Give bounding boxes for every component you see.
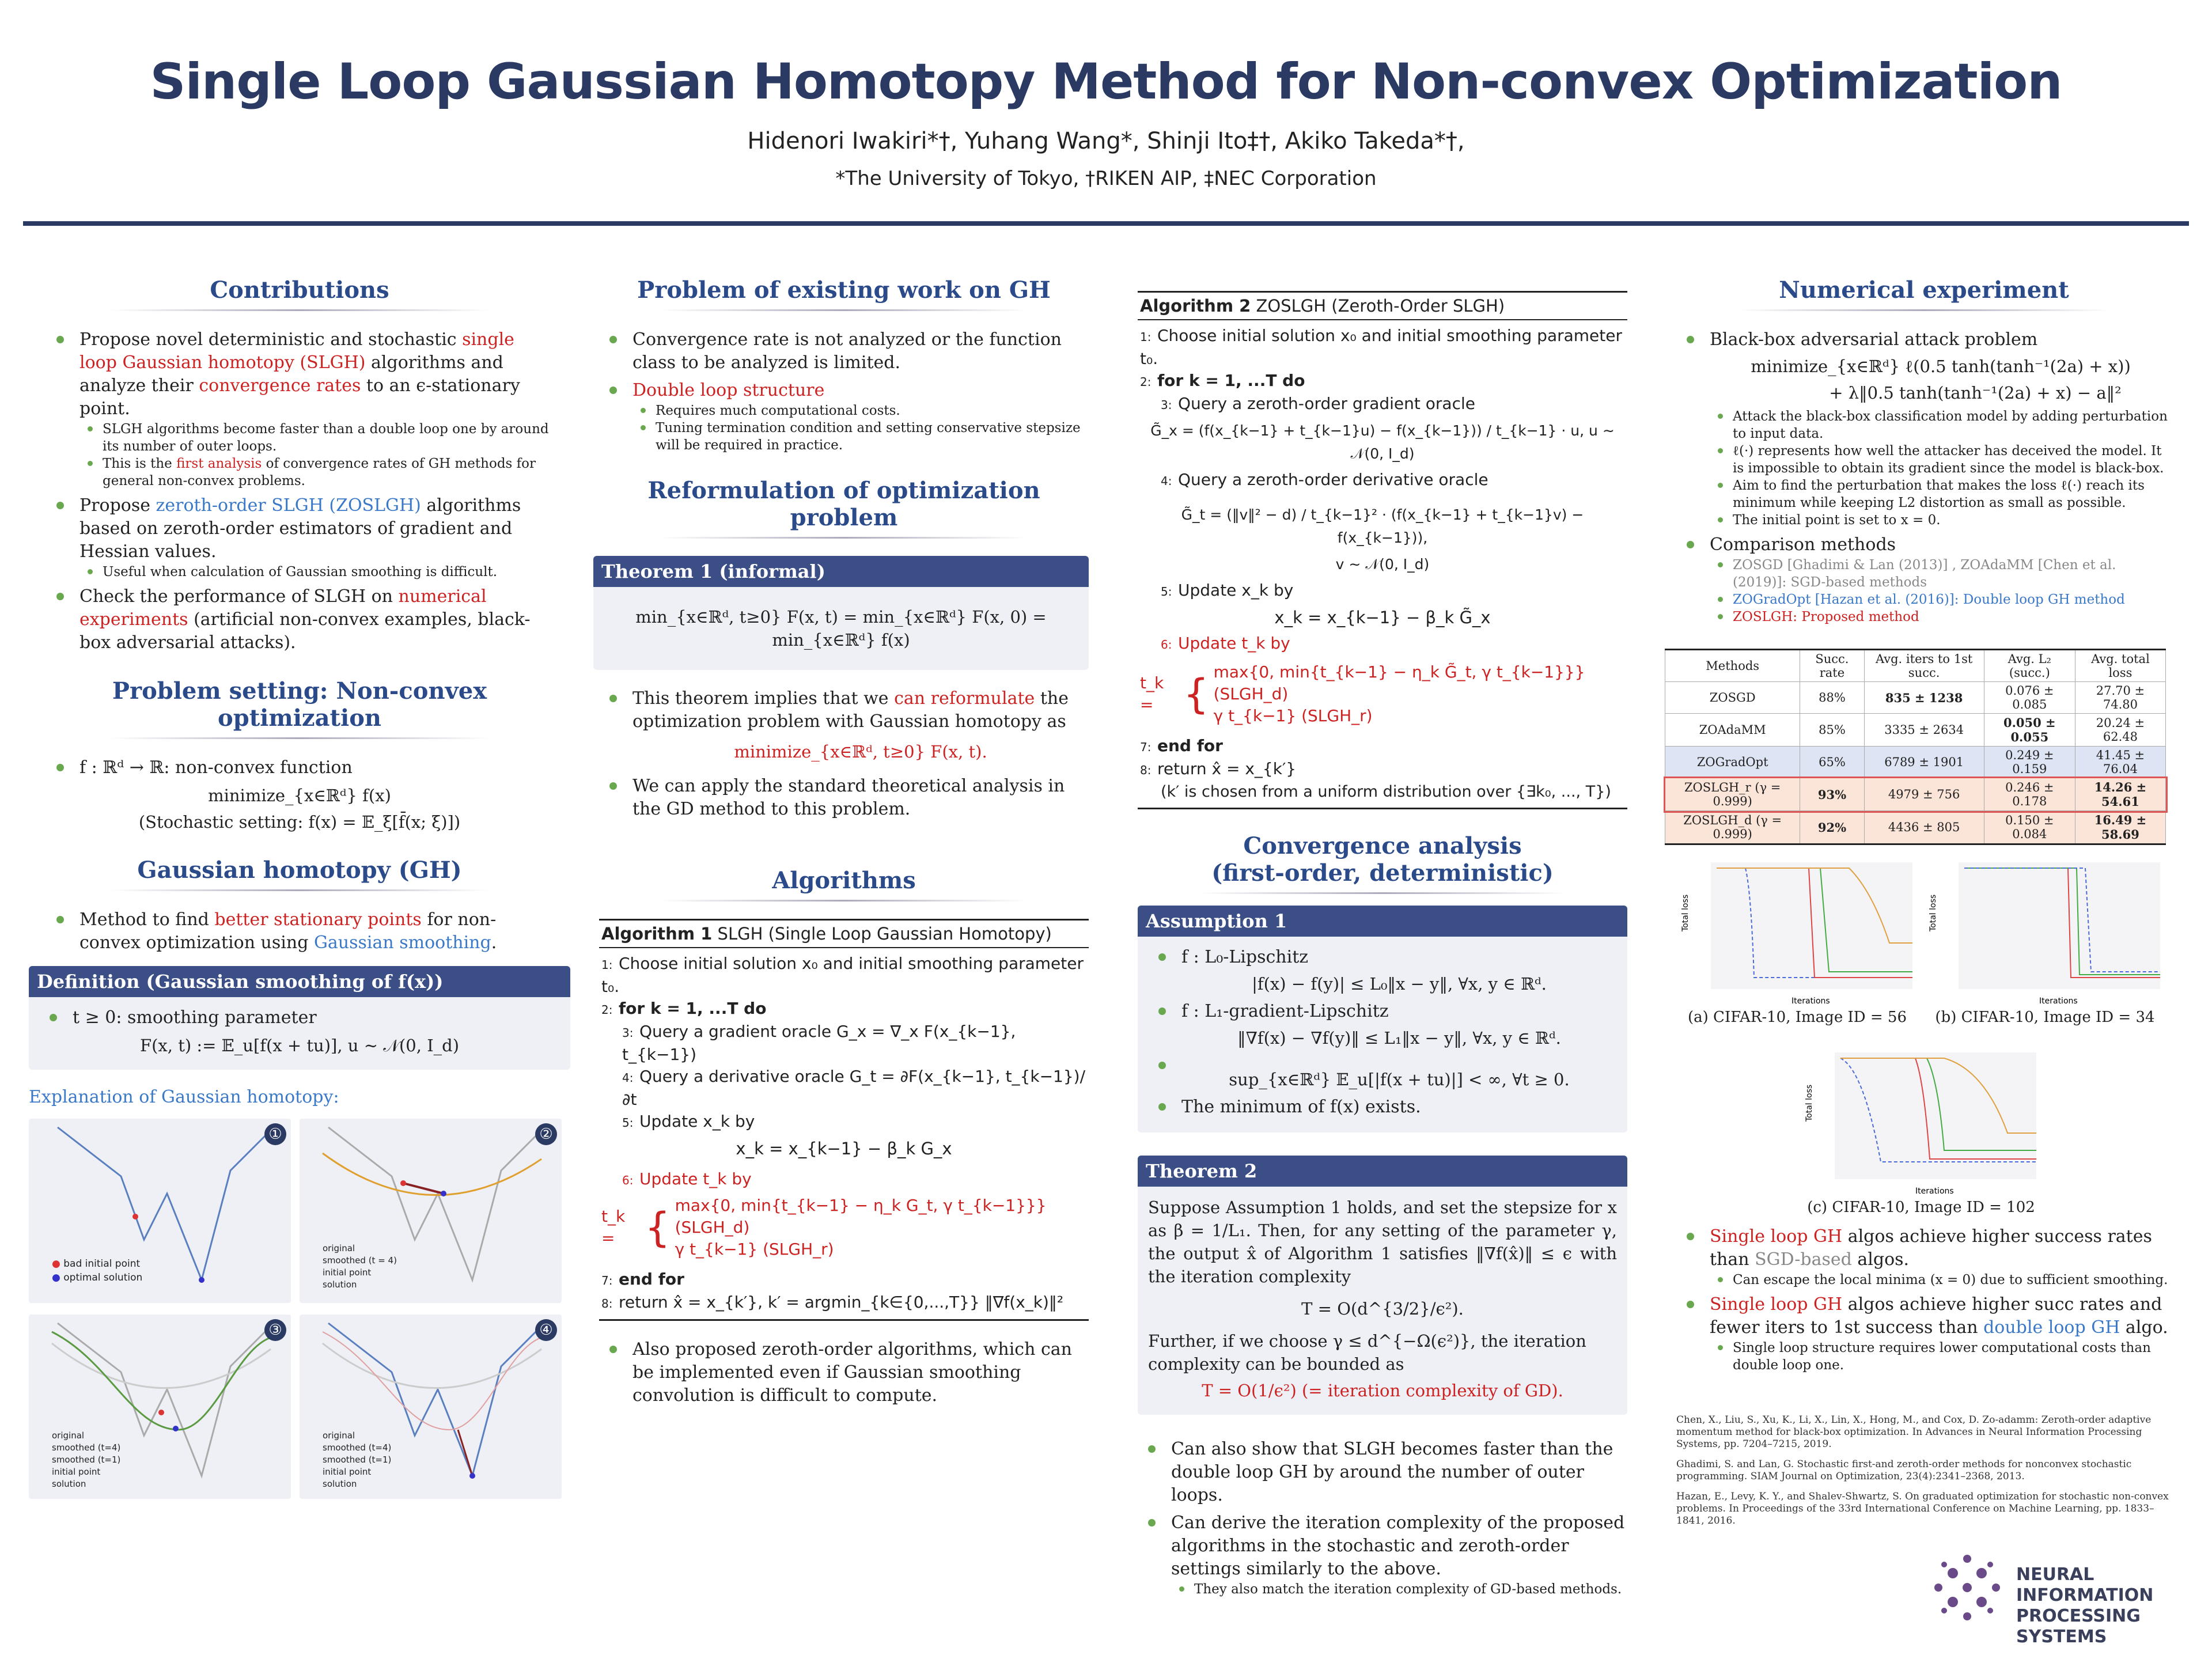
definition-equation: F(x, t) := 𝔼_u[f(x + tu)], u ∼ 𝒩(0, I_d) xyxy=(139,1036,460,1055)
text: This is the xyxy=(103,456,177,471)
alg-line: return x̂ = x_{k′} xyxy=(1157,759,1297,778)
alg-line: for k = 1, ...T do xyxy=(1157,371,1305,390)
table-cell: 0.246 ± 0.178 xyxy=(1984,778,2075,811)
table-cell: 41.45 ± 76.04 xyxy=(2075,747,2165,778)
table-cell: 92% xyxy=(1800,811,1864,844)
sub-item: Aim to find the perturbation that makes the loss ℓ(·) reach its minimum while keeping L2 distortion as small as possible. xyxy=(1710,477,2172,512)
table-cell: 88% xyxy=(1800,682,1864,714)
result-item xyxy=(1676,1293,2172,1374)
tk-case: max{0, min{t_{k−1} − η_k G_t, γ t_{k−1}}} xyxy=(675,1196,1047,1215)
assumption-equation: |f(x) − f(y)| ≤ L₀‖x − y‖, ∀x, y ∈ ℝᵈ. xyxy=(1252,974,1547,994)
table-cell: 835 ± 1238 xyxy=(1864,682,1984,714)
reference: Ghadimi, S. and Lan, G. Stochastic first-and zeroth-order methods for nonconvex stochastic programming. SIAM Journal on Optimization, 23(4):2341–2368, 2013. xyxy=(1676,1459,2132,1482)
reformulated-equation: minimize_{x∈ℝᵈ, t≥0} F(x, t). xyxy=(734,742,987,762)
caption-a: (a) CIFAR-10, Image ID = 56 xyxy=(1688,1009,1907,1026)
legend-item: smoothed (t=1) xyxy=(52,1455,121,1465)
table-cell: ZOSGD xyxy=(1665,682,1800,714)
algorithm-name: SLGH (Single Loop Gaussian Homotopy) xyxy=(712,924,1052,944)
logo-text: NEURAL INFORMATION xyxy=(2016,1565,2154,1605)
theorem-2-equation: T = O(d^{3/2}/ϵ²). xyxy=(1301,1299,1464,1319)
convergence-note xyxy=(1138,1512,1627,1598)
problem-item: Convergence rate is not analyzed or the function class to be analyzed is limited. xyxy=(599,328,1089,374)
panel-badge: ④ xyxy=(535,1319,557,1341)
alg-line: Query a gradient oracle G_x = ∇_x F(x_{k−1}, t_{k−1}) xyxy=(622,1022,1016,1064)
legend-item: smoothed (t=1) xyxy=(323,1455,392,1465)
sub-item: ZOSLGH: Proposed method xyxy=(1710,608,2172,626)
loss-curve-b xyxy=(1924,857,2166,1006)
reference: Hazan, E., Levy, K. Y., and Shalev-Shwartz, S. On graduated optimization for stochastic non-convex problems. In Proceedings of the 33rd International Conference on Machine Learning, pp. 1833–1841, 2016. xyxy=(1676,1491,2169,1527)
tk-case-name: (SLGH_r) xyxy=(763,1240,834,1259)
tk-case: γ t_{k−1} xyxy=(1213,706,1297,725)
text: Double loop structure xyxy=(632,380,825,400)
text: for non-convex optimization using xyxy=(79,910,497,953)
table-header: Methods xyxy=(1665,650,1800,682)
text: Black-box adversarial attack problem xyxy=(1710,329,2038,350)
theorem-1-equation: min_{x∈ℝᵈ, t≥0} F(x, t) = min_{x∈ℝᵈ} F(x, 0) = min_{x∈ℝᵈ} f(x) xyxy=(635,607,1047,650)
alg-line: end for xyxy=(619,1270,684,1289)
theorem-2-title: Theorem 2 xyxy=(1138,1156,1627,1187)
gh-explanation-figures xyxy=(29,1119,570,1522)
assumption-item xyxy=(1148,946,1617,995)
definition-box xyxy=(29,966,570,1070)
table-cell: 14.26 ± 54.61 xyxy=(2075,778,2165,811)
text: algos. xyxy=(1851,1249,1910,1270)
numerical-title: Numerical experiment xyxy=(1676,276,2172,311)
header-rule xyxy=(23,221,2189,226)
sub-item: Tuning termination condition and setting conservative stepsize will be required in practice. xyxy=(632,419,1089,454)
text: algo. xyxy=(2120,1317,2168,1338)
neurips-logo-icon xyxy=(1918,1539,2016,1637)
text: algorithms based on zeroth-order estimators of gradient and Hessian values. xyxy=(79,495,521,562)
experiment-item xyxy=(1676,328,2172,529)
table-cell: 85% xyxy=(1800,714,1864,747)
table-cell: 20.24 ± 62.48 xyxy=(2075,714,2165,747)
assumption-equation: ‖∇f(x) − ∇f(y)‖ ≤ L₁‖x − y‖, ∀x, y ∈ ℝᵈ. xyxy=(1237,1028,1561,1048)
legend-item: smoothed (t=4) xyxy=(52,1442,121,1453)
explanation-label: Explanation of Gaussian homotopy: xyxy=(29,1087,339,1107)
assumption-1-box xyxy=(1138,906,1627,1132)
table-cell: 0.249 ± 0.159 xyxy=(1984,747,2075,778)
reformulation-item xyxy=(599,687,1089,763)
table-header: Succ. rate xyxy=(1800,650,1864,682)
convergence-title xyxy=(1138,832,1627,894)
legend-item: initial point xyxy=(323,1467,372,1477)
theorem-2-text: Further, if we choose γ ≤ d^{−Ω(ϵ²)}, the iteration complexity can be bounded as xyxy=(1148,1331,1586,1374)
theorem-1-title: Theorem 1 (informal) xyxy=(593,556,1089,587)
table-row xyxy=(1665,778,2166,811)
loss-plots xyxy=(1676,857,2172,1260)
table-cell: 16.49 ± 58.69 xyxy=(2075,811,2165,844)
attack-equation: + λ‖0.5 tanh(tanh⁻¹(2a) + x) − a‖² xyxy=(1829,383,2122,403)
alg-equation: x_k = x_{k−1} − β_k G̃_x xyxy=(1274,608,1491,627)
alg-line: Choose initial solution x₀ and initial smoothing parameter t₀. xyxy=(601,954,1084,996)
contributions-title: Contributions xyxy=(46,276,553,311)
text: can reformulate xyxy=(894,688,1035,709)
logo-text: PROCESSING SYSTEMS xyxy=(2016,1606,2141,1647)
table-header: Avg. L₂ (succ.) xyxy=(1984,650,2075,682)
legend-item: smoothed (t = 4) xyxy=(323,1255,397,1266)
table-cell: 93% xyxy=(1800,778,1864,811)
assumption-item: The minimum of f(x) exists. xyxy=(1148,1096,1617,1119)
algorithm-label: Algorithm 1 xyxy=(601,924,713,944)
table-cell: 27.70 ± 74.80 xyxy=(2075,682,2165,714)
caption-b: (b) CIFAR-10, Image ID = 34 xyxy=(1935,1009,2155,1026)
text: f : L₀-Lipschitz xyxy=(1181,947,1309,967)
legend-item: solution xyxy=(52,1479,86,1489)
legend-item: initial point xyxy=(323,1267,372,1278)
contributions-list xyxy=(46,328,553,654)
table-row xyxy=(1665,714,2166,747)
alg-line: return x̂ = x_{k′}, k′ = argmin_{k∈{0,...,T}} ‖∇f(x_k)‖² xyxy=(619,1293,1064,1312)
text: Propose novel deterministic and stochastic xyxy=(79,329,463,350)
table-cell: ZOSLGH_r (γ = 0.999) xyxy=(1665,778,1800,811)
sub-item: ZOSGD [Ghadimi & Lan (2013)] , ZOAdaMM [Chen et al. (2019)]: SGD-based methods xyxy=(1710,556,2172,591)
text: SGD-based xyxy=(1755,1249,1852,1270)
theorem-2-text: Suppose Assumption 1 holds, and set the stepsize for x as β = 1/L₁. Then, for any setting of the parameter γ, the output x̂ of Algorithm 1 satisfies ‖∇f(x̂)‖ ≤ ϵ with the iteration complexity xyxy=(1148,1198,1617,1286)
contribution-1 xyxy=(46,328,553,490)
convergence-note: Can also show that SLGH becomes faster than the double loop GH by around the number of outer loops. xyxy=(1138,1438,1627,1507)
table-cell: 65% xyxy=(1800,747,1864,778)
problem-equation: minimize_{x∈ℝᵈ} f(x) xyxy=(208,786,391,805)
alg-line: end for xyxy=(1157,736,1223,755)
reformulation-item: We can apply the standard theoretical analysis in the GD method to this problem. xyxy=(599,775,1089,821)
tk-case-name: (SLGH_r) xyxy=(1301,706,1373,725)
sub-item: Can escape the local minima (x = 0) due to sufficient smoothing. xyxy=(1710,1271,2172,1289)
x-axis-label: Iterations xyxy=(2039,997,2078,1006)
reference: Chen, X., Liu, S., Xu, K., Li, X., Lin, X., Hong, M., and Cox, D. Zo-adamm: Zeroth-order adaptive momentum method for black-box optimization. In Advances in Neural Information Processing Systems, pp. 7204–7215, 2019. xyxy=(1676,1414,2152,1450)
gh-title: Gaussian homotopy (GH) xyxy=(46,857,553,891)
algorithm-label: Algorithm 2 xyxy=(1140,296,1251,316)
theorem-2-note: (= iteration complexity of GD). xyxy=(1296,1381,1563,1400)
panel-4 xyxy=(300,1315,562,1499)
loss-curve-a xyxy=(1676,857,1918,1006)
alg-line: Query a zeroth-order derivative oracle xyxy=(1178,470,1488,489)
sub-item xyxy=(79,455,553,490)
panel-3 xyxy=(29,1315,291,1499)
legend-item: bad initial point xyxy=(63,1258,141,1270)
tk-case-name: (SLGH_d) xyxy=(1213,684,1289,703)
table-cell: 4436 ± 805 xyxy=(1864,811,1984,844)
problem-setting-title: Problem setting: Non-convex optimization xyxy=(46,677,553,739)
legend-item: original xyxy=(323,1243,355,1253)
y-axis-label: Total loss xyxy=(1929,894,1938,931)
poster-title: Single Loop Gaussian Homotopy Method for Non-convex Optimization xyxy=(150,53,2062,111)
text: Can derive the iteration complexity of the proposed algorithms in the stochastic and zeroth-order settings similarly to the above. xyxy=(1171,1513,1625,1579)
column-1 xyxy=(29,253,553,1522)
tk-case-name: (SLGH_d) xyxy=(675,1218,750,1237)
attack-equation: minimize_{x∈ℝᵈ} ℓ(0.5 tanh(tanh⁻¹(2a) + x)) xyxy=(1751,357,2131,376)
text: the optimization problem with Gaussian homotopy as xyxy=(632,688,1069,732)
algorithms-title: Algorithms xyxy=(599,867,1089,902)
tk-label: t_k = xyxy=(601,1207,626,1248)
plot-b xyxy=(1924,857,2166,1026)
stochastic-setting: (Stochastic setting: f(x) = 𝔼_ξ[f̄(x; ξ)]) xyxy=(138,812,461,832)
tk-case: max{0, min{t_{k−1} − η_k G̃_t, γ t_{k−1}}} xyxy=(1213,662,1585,681)
alg-equation: x_k = x_{k−1} − β_k G_x xyxy=(736,1139,952,1158)
problem-existing-title: Problem of existing work on GH xyxy=(599,276,1089,311)
table-cell: 0.050 ± 0.055 xyxy=(1984,714,2075,747)
x-axis-label: Iterations xyxy=(1791,997,1830,1006)
table-cell: ZOAdaMM xyxy=(1665,714,1800,747)
alg-equation: v ∼ 𝒩(0, I_d) xyxy=(1335,556,1430,573)
text: Single loop GH xyxy=(1710,1226,1843,1247)
sub-item: Attack the black-box classification model by adding perturbation to input data. xyxy=(1710,408,2172,442)
panel-badge: ③ xyxy=(264,1319,286,1341)
y-axis-label: Total loss xyxy=(1681,894,1690,931)
alg-line: Choose initial solution x₀ and initial smoothing parameter t₀. xyxy=(1140,326,1622,368)
theorem-2-box xyxy=(1138,1156,1627,1415)
affiliations: *The University of Tokyo, †RIKEN AIP, ‡NEC Corporation xyxy=(835,167,1377,190)
table-header: Avg. total loss xyxy=(2075,650,2165,682)
zeroth-order-note: Also proposed zeroth-order algorithms, which can be implemented even if Gaussian smoothing convolution is difficult to compute. xyxy=(599,1338,1089,1407)
text: zeroth-order SLGH (ZOSLGH) xyxy=(156,495,421,516)
theorem-1-box xyxy=(593,556,1089,670)
text: Propose xyxy=(79,495,156,516)
panel-badge: ① xyxy=(264,1123,286,1145)
panel-1: ① ● bad initial point ● optimal solution xyxy=(29,1119,291,1303)
assumption-item xyxy=(1148,1054,1617,1091)
table-row xyxy=(1665,682,2166,714)
assumption-title: Assumption 1 xyxy=(1138,906,1627,937)
table-cell: ZOGradOpt xyxy=(1665,747,1800,778)
table-cell: 0.076 ± 0.085 xyxy=(1984,682,2075,714)
legend-item: initial point xyxy=(52,1467,101,1477)
reformulation-title: Reformulation of optimization problem xyxy=(599,477,1089,539)
column-4 xyxy=(1676,253,2172,1647)
panel-badge: ② xyxy=(535,1123,557,1145)
table-cell: ZOSLGH_d (γ = 0.999) xyxy=(1665,811,1800,844)
problem-setting-item: f : ℝᵈ → ℝ: non-convex function xyxy=(46,756,553,779)
convergence-title-line: (first-order, deterministic) xyxy=(1211,859,1554,887)
legend-item: original xyxy=(323,1430,355,1441)
text: to an ϵ-stationary point. xyxy=(79,376,520,419)
text: first analysis xyxy=(176,456,262,471)
sub-item: Single loop structure requires lower computational costs than double loop one. xyxy=(1710,1339,2172,1374)
x-axis-label: Iterations xyxy=(1915,1187,1954,1196)
table-header: Avg. iters to 1st succ. xyxy=(1864,650,1984,682)
loss-curve-c xyxy=(1800,1047,2042,1196)
alg-equation: G̃_x = (f(x_{k−1} + t_{k−1}u) − f(x_{k−1})) / t_{k−1} · u, u ∼ 𝒩(0, I_d) xyxy=(1150,422,1615,462)
panel-2 xyxy=(300,1119,562,1303)
tk-label: t_k = xyxy=(1140,673,1164,714)
plot-a xyxy=(1676,857,1918,1026)
definition-item: t ≥ 0: smoothing parameter xyxy=(39,1006,560,1029)
table-cell: 0.150 ± 0.084 xyxy=(1984,811,2075,844)
text: numerical experiments xyxy=(79,586,487,630)
alg-line: Update x_k by xyxy=(1178,581,1294,600)
alg-line: Update t_k by xyxy=(639,1169,752,1188)
table-row xyxy=(1665,811,2166,844)
table-cell: 3335 ± 2634 xyxy=(1864,714,1984,747)
text: double loop GH xyxy=(1983,1317,2120,1338)
caption-c: (c) CIFAR-10, Image ID = 102 xyxy=(1807,1199,2035,1216)
tk-case: γ t_{k−1} xyxy=(675,1240,758,1259)
sub-item: The initial point is set to x = 0. xyxy=(1710,512,2172,529)
poster-header xyxy=(0,0,2212,225)
algorithm-name: ZOSLGH (Zeroth-Order SLGH) xyxy=(1251,296,1505,316)
results-table xyxy=(1665,649,2166,845)
sub-item: ℓ(·) represents how well the attacker has deceived the model. It is impossible to obtain its gradient since the model is black-box. xyxy=(1710,442,2172,477)
algorithm-1: Algorithm 1 SLGH (Single Loop Gaussian Homotopy) 1: Choose initial solution x₀ and initial smoothing parameter t₀. 2: for k = 1, ...T do 3: Query a gradient oracle G_x = ∇_x F(x_{k−1}, t_{k−1}) 4: Query a derivative oracle G_t = ∂F(x_{k−1}, t_{k−1})/∂t 5: Update x_k by x_k = x_{k−1} − β_k G_x 6: Update t_k by t_k = { max{0, min{t_{k−1} − η_k G_t, γ t_{k−1}}} (SLGH_d) γ t_{k−1} (SLGH_r) 7: end for 8: return x̂ = x_{k′}, k′ = argmin_{k∈{0,...,T}} ‖∇f(x_k)‖² xyxy=(599,919,1089,1321)
text: This theorem implies that we xyxy=(632,688,895,709)
theorem-2-equation: T = O(1/ϵ²) xyxy=(1202,1381,1297,1400)
algorithm-2: Algorithm 2 ZOSLGH (Zeroth-Order SLGH) 1: Choose initial solution x₀ and initial smoothing parameter t₀. 2: for k = 1, ...T do 3: Query a zeroth-order gradient oracle G̃_x = (f(x_{k−1} + t_{k−1}u) − f(x_{k−1})) / t_{k−1} · u, u ∼ 𝒩(0, I_d) 4: Query a zeroth-order derivative oracle G̃_t = (‖v‖² − d) / t_{k−1}² · (f(x_{k−1} + t_{k−1}v) − f(x_{k−1})), v ∼ 𝒩(0, I_d) 5: Update x_k by x_k = x_{k−1} − β_k G̃_x 6: Update t_k by t_k = { max{0, min{t_{k−1} − η_k G̃_t, γ t_{k−1}}} (SLGH_d) γ t_{k−1} (SLGH_r) 7: end for 8: return x̂ = x_{k′} (k′ is chosen from a uniform distribution over {∃k₀, ..., T}) xyxy=(1138,291,1627,809)
text: Method to find xyxy=(79,910,215,930)
table-row xyxy=(1665,747,2166,778)
neurips-logo xyxy=(1676,1539,2172,1647)
column-3 xyxy=(1138,291,1627,1603)
table-cell: 4979 ± 756 xyxy=(1864,778,1984,811)
experiment-item xyxy=(1676,533,2172,626)
column-2 xyxy=(599,253,1089,1412)
text: algos achieve higher success rates than xyxy=(1710,1226,2152,1270)
legend-item: original xyxy=(52,1430,85,1441)
authors: Hidenori Iwakiri*†, Yuhang Wang*, Shinji Ito‡†, Akiko Takeda*†, xyxy=(747,128,1465,154)
text: convergence rates xyxy=(199,376,361,396)
sub-item: Useful when calculation of Gaussian smoothing is difficult. xyxy=(79,563,553,581)
convergence-title-line: Convergence analysis xyxy=(1243,832,1522,859)
legend-item: solution xyxy=(323,1479,357,1489)
alg-line: Update x_k by xyxy=(639,1112,755,1131)
sub-item: Requires much computational costs. xyxy=(632,402,1089,419)
assumption-item xyxy=(1148,1000,1617,1050)
text: Gaussian smoothing xyxy=(313,933,491,953)
alg-line: (k′ is chosen from a uniform distribution over {∃k₀, ..., T}) xyxy=(1161,783,1611,801)
table-cell: 6789 ± 1901 xyxy=(1864,747,1984,778)
text: of convergence rates of GH methods for general non-convex problems. xyxy=(103,456,536,488)
plot-c xyxy=(1800,1047,2042,1216)
text: Single loop GH xyxy=(1710,1294,1843,1315)
text: single loop Gaussian homotopy (SLGH) xyxy=(79,329,514,373)
references xyxy=(1676,1414,2172,1527)
text: Comparison methods xyxy=(1710,535,1896,555)
contribution-3 xyxy=(46,585,553,654)
alg-equation: G̃_t = (‖v‖² − d) / t_{k−1}² · (f(x_{k−1} + t_{k−1}v) − f(x_{k−1})), xyxy=(1181,506,1584,546)
alg-line: Query a zeroth-order gradient oracle xyxy=(1178,394,1475,413)
result-item xyxy=(1676,1225,2172,1289)
y-axis-label: Total loss xyxy=(1805,1084,1814,1122)
text: (artificial non-convex examples, black-box adversarial attacks). xyxy=(79,609,531,653)
sub-item: SLGH algorithms become faster than a double loop one by around its number of outer loops. xyxy=(79,421,553,455)
alg-line: Query a derivative oracle G_t = ∂F(x_{k−1}, t_{k−1})/∂t xyxy=(622,1067,1086,1109)
text: f : L₁-gradient-Lipschitz xyxy=(1181,1001,1389,1021)
sub-item: They also match the iteration complexity of GD-based methods. xyxy=(1171,1581,1627,1598)
text: algos achieve higher succ rates and fewer iters to 1st success than xyxy=(1710,1294,2162,1338)
alg-line: for k = 1, ...T do xyxy=(619,999,767,1018)
legend-item: optimal solution xyxy=(63,1272,143,1283)
gh-item: Method to find better stationary points for non-convex optimization using Gaussian smoothing. xyxy=(46,908,553,955)
definition-title: Definition (Gaussian smoothing of f(x)) xyxy=(29,966,570,997)
problem-item xyxy=(599,379,1089,454)
text: better stationary points xyxy=(214,910,422,930)
text: algorithms and analyze their xyxy=(79,353,503,396)
alg-line: Update t_k by xyxy=(1178,634,1290,653)
text: Check the performance of SLGH on xyxy=(79,586,399,607)
contribution-2 xyxy=(46,494,553,581)
sub-item: ZOGradOpt [Hazan et al. (2016)]: Double loop GH method xyxy=(1710,591,2172,608)
legend-item: smoothed (t=4) xyxy=(323,1442,392,1453)
assumption-equation: sup_{x∈ℝᵈ} 𝔼_u[|f(x + tu)|] < ∞, ∀t ≥ 0. xyxy=(1229,1070,1570,1089)
legend-item: solution xyxy=(323,1279,357,1290)
